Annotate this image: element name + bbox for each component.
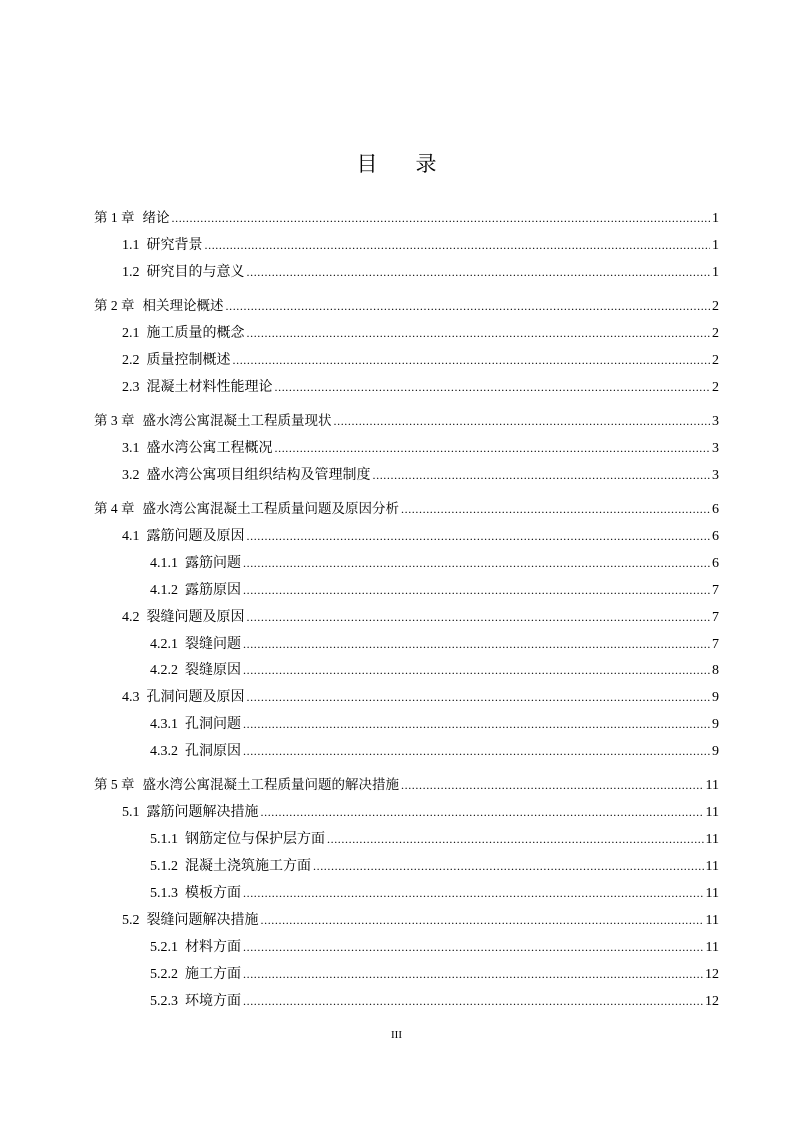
toc-entry-label [150,658,241,685]
toc-leader-dots [243,738,710,765]
toc-entry-title: 盛水湾公寓混凝土工程质量现状 [142,413,332,430]
toc-entry-page: 6 [712,502,719,518]
toc-leader-dots [275,374,711,401]
toc-entry-page: 2 [712,299,719,315]
toc-entry[interactable] [94,657,719,684]
toc-entry[interactable] [94,462,719,489]
toc-entry-page: 11 [705,912,719,928]
toc-entry-label [150,962,241,989]
toc-entry-page: 1 [712,237,719,253]
toc-entry[interactable] [94,738,719,765]
toc-entry-title: 模板方面 [185,885,241,901]
toc-entry-label [94,205,170,232]
toc-entry-page: 11 [705,859,719,875]
toc-leader-dots [247,320,711,347]
toc-entry-page: 3 [712,414,719,430]
toc-entry-page: 12 [705,966,719,982]
toc-entry[interactable] [94,853,719,880]
toc-entry-label [122,375,273,402]
toc-entry-label [122,524,245,551]
toc-entry[interactable] [94,523,719,550]
toc-entry-number: 2.1 [122,325,140,341]
toc-entry[interactable] [94,604,719,631]
toc-leader-dots [243,711,710,738]
toc-leader-dots [334,408,711,435]
toc-leader-dots [205,232,711,259]
toc-entry-label [122,685,245,712]
toc-leader-dots [247,259,711,286]
toc-entry-number: 第 5 章 [94,777,135,793]
toc-entry-number: 5.2 [122,912,140,928]
toc-entry-title: 孔洞问题 [185,717,241,733]
toc-leader-dots [275,435,711,462]
toc-entry-title: 研究背景 [146,237,203,253]
toc-entry-title: 裂缝问题解决措施 [146,912,259,928]
toc-entry-number: 第 1 章 [94,210,135,225]
toc-entry-title: 质量控制概述 [146,352,231,368]
toc-entry-number: 2.3 [122,379,140,395]
toc-entry[interactable] [94,496,719,523]
toc-entry-label [150,712,241,739]
toc-entry-page: 3 [712,440,719,456]
toc-entry-label [94,496,399,523]
toc-leader-dots [261,799,704,826]
toc-leader-dots [373,462,711,489]
toc-entry-title: 孔洞原因 [185,744,241,760]
toc-entry[interactable] [94,577,719,604]
toc-leader-dots [243,961,703,988]
toc-entry-number: 1.2 [122,264,140,280]
toc-entry-title: 钢筋定位与保护层方面 [185,832,325,848]
toc-entry[interactable] [94,320,719,347]
toc-entry-number: 4.3.1 [150,717,178,733]
toc-entry-number: 5.2.1 [150,939,178,955]
toc-entry-label [94,772,399,799]
toc-entry-title: 相关理论概述 [142,298,224,315]
toc-entry-page: 12 [705,993,719,1009]
toc-entry-number: 5.1 [122,805,140,821]
toc-entry[interactable] [94,880,719,907]
toc-entry-number: 第 4 章 [94,501,135,517]
toc-entry-label [150,854,311,881]
toc-entry[interactable] [94,772,719,799]
toc-entry-label [122,321,245,348]
toc-leader-dots [243,657,710,684]
toc-leader-dots [401,496,710,523]
toc-leader-dots [247,604,711,631]
toc-entry-label [150,827,325,854]
toc-entry-page: 11 [705,885,719,901]
toc-leader-dots [172,205,711,232]
toc-entry-label [122,908,259,935]
toc-entry-page: 11 [705,939,719,955]
toc-entry-page: 2 [712,325,719,341]
toc-entry-title: 裂缝原因 [185,663,241,679]
toc-entry-label [122,233,203,260]
page-title-left: 目 [356,152,378,176]
toc-entry-label [122,463,371,490]
page-title [0,148,793,178]
toc-entry-label [150,632,241,659]
toc-entry-page: 9 [712,717,719,733]
toc-entry-number: 4.1.2 [150,582,178,598]
toc-entry-title: 盛水湾公寓混凝土工程质量问题及原因分析 [142,501,399,518]
toc-entry-page: 8 [712,663,719,679]
toc-entry-title: 孔洞问题及原因 [146,690,245,706]
toc-entry[interactable] [94,347,719,374]
toc-entry-label [122,436,273,463]
toc-entry-number: 2.2 [122,352,140,368]
toc-entry[interactable] [94,826,719,853]
toc-leader-dots [243,934,704,961]
toc-entry-page: 11 [705,805,719,821]
toc-entry[interactable] [94,711,719,738]
toc-entry-number: 3.1 [122,440,140,456]
toc-entry-title: 盛水湾公寓项目组织结构及管理制度 [146,467,371,483]
toc-entry[interactable] [94,435,719,462]
page-title-right: 录 [415,152,437,176]
toc-entry-page: 7 [712,636,719,652]
toc-entry[interactable] [94,684,719,711]
toc-entry[interactable] [94,961,719,988]
toc-entry-page: 1 [712,264,719,280]
toc-entry[interactable] [94,988,719,1015]
toc-entry-number: 5.1.2 [150,859,178,875]
toc-entry-page: 6 [712,555,719,571]
toc-entry-label [122,800,259,827]
toc-entry[interactable] [94,374,719,401]
toc-entry-title: 施工方面 [185,966,241,982]
toc-entry-number: 4.3 [122,690,140,706]
toc-entry-page: 2 [712,379,719,395]
toc-entry-label [94,293,224,320]
toc-leader-dots [243,880,704,907]
toc-entry-label [150,881,241,908]
toc-entry-title: 露筋问题 [185,555,241,571]
toc-leader-dots [226,293,711,320]
toc-entry-number: 5.2.2 [150,966,178,982]
toc-entry-number: 5.2.3 [150,993,178,1009]
toc-entry-page: 2 [712,352,719,368]
toc-entry-number: 第 3 章 [94,413,135,429]
toc-leader-dots [261,907,704,934]
toc-leader-dots [243,577,710,604]
toc-entry-page: 7 [712,609,719,625]
toc-entry-number: 1.1 [122,237,140,253]
toc-entry-page: 11 [705,778,719,794]
toc-entry-label [150,935,241,962]
toc-entry-number: 4.1.1 [150,555,178,571]
toc-entry-title: 露筋问题及原因 [146,528,245,544]
toc-entry-number: 4.3.2 [150,744,178,760]
toc-entry[interactable] [94,232,719,259]
toc-entry-page: 3 [712,467,719,483]
toc-leader-dots [247,523,711,550]
toc-entry-title: 裂缝问题 [185,636,241,652]
toc-entry-number: 4.1 [122,528,140,544]
toc-entry-label [122,260,245,287]
toc-entry-title: 裂缝问题及原因 [146,609,245,625]
toc-entry-number: 3.2 [122,467,140,483]
toc-entry-number: 4.2 [122,609,140,625]
toc-leader-dots [327,826,704,853]
toc-entry-page: 1 [712,211,719,226]
toc-entry-title: 露筋原因 [185,582,241,598]
toc-entry[interactable] [94,907,719,934]
page-number: III [391,1029,402,1041]
toc-entry-number: 4.2.1 [150,636,178,652]
toc-entry-title: 研究目的与意义 [146,264,245,280]
toc-entry-number: 第 2 章 [94,298,135,314]
toc-entry-title: 露筋问题解决措施 [146,805,259,821]
toc-entry-label [150,578,241,605]
toc-entry-title: 混凝土浇筑施工方面 [185,859,311,875]
toc-leader-dots [243,631,710,658]
toc-leader-dots [243,550,710,577]
toc-entry-page: 6 [712,528,719,544]
toc-entry[interactable] [94,799,719,826]
toc-entry[interactable] [94,408,719,435]
toc-leader-dots [247,684,711,711]
toc-entry-page: 9 [712,744,719,760]
toc-entry-title: 混凝土材料性能理论 [146,379,273,395]
toc-entry-title: 盛水湾公寓混凝土工程质量问题的解决措施 [142,777,399,794]
toc-entry-page: 9 [712,690,719,706]
toc-entry-title: 环境方面 [185,993,241,1009]
toc-leader-dots [401,772,704,799]
toc-entry-number: 4.2.2 [150,663,178,679]
toc-entry-number: 5.1.1 [150,832,178,848]
toc-leader-dots [243,988,703,1015]
toc-entry-number: 5.1.3 [150,885,178,901]
toc-entry[interactable] [94,259,719,286]
toc-entry[interactable] [94,934,719,961]
toc-entry[interactable] [94,631,719,658]
toc-entry-page: 11 [705,832,719,848]
toc-entry-title: 施工质量的概念 [146,325,245,341]
toc-leader-dots [313,853,704,880]
toc-entry-title: 材料方面 [185,939,241,955]
toc-entry-label [150,551,241,578]
toc-entry[interactable] [94,293,719,320]
toc-entry-title: 盛水湾公寓工程概况 [146,440,273,456]
toc-entry-label [122,605,245,632]
toc-leader-dots [233,347,711,374]
toc-entry[interactable] [94,205,719,232]
toc-entry-label [94,408,332,435]
table-of-contents [94,205,719,1014]
toc-entry[interactable] [94,550,719,577]
toc-entry-page: 7 [712,582,719,598]
toc-entry-label [122,348,231,375]
toc-entry-label [150,739,241,766]
toc-entry-label [150,989,241,1016]
toc-entry-title: 绪论 [142,210,170,226]
